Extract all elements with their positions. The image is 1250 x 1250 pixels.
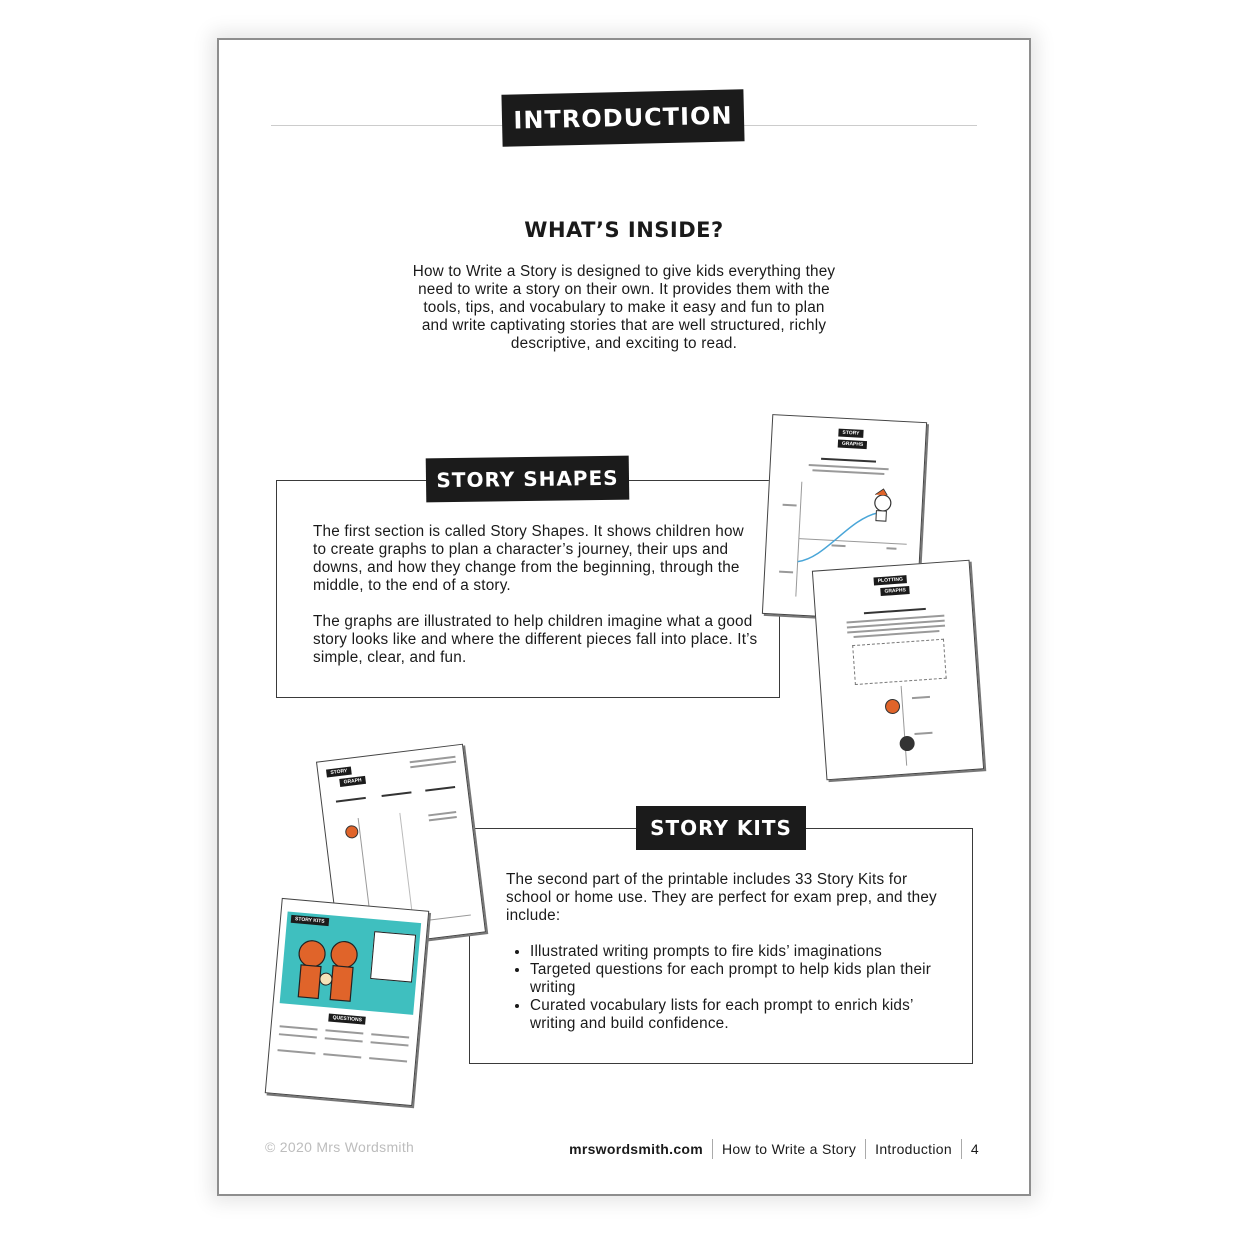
thumb-label: STORY KITS: [291, 915, 329, 926]
thumb-col-head: [382, 791, 412, 797]
thumb-label: PLOTTING: [873, 575, 907, 585]
thumb-text-line: [371, 1041, 409, 1046]
footer-section: Introduction: [875, 1141, 952, 1157]
footer-divider: [961, 1139, 962, 1159]
thumb-text-line: [277, 1049, 315, 1054]
story-kits-list: [506, 943, 956, 1033]
story-kits-box: [469, 828, 973, 1064]
introduction-banner: INTRODUCTION: [501, 89, 744, 146]
thumb-text-line: [369, 1057, 407, 1062]
story-kits-intro: The second part of the printable includes 33 Story Kits for school or home use. They are perfect for exam prep, and they include:: [506, 871, 937, 924]
footer-book-title: How to Write a Story: [722, 1141, 857, 1157]
thumb-text-line: [280, 1025, 318, 1030]
thumb-text-line: [325, 1029, 363, 1034]
thumb-label: STORY: [838, 429, 863, 438]
story-shapes-paragraph-2: The graphs are illustrated to help children imagine what a good story looks like and where the different pieces fall into place. It’s simple, clear, and fun.: [313, 613, 758, 666]
thumb-col-head: [425, 786, 455, 792]
thumb-dashed-box: [852, 639, 947, 685]
thumb-label: GRAPH: [339, 776, 366, 787]
thumb-text-line: [371, 1033, 409, 1038]
thumb-label: GRAPHS: [880, 586, 910, 596]
story-kits-banner: STORY KITS: [636, 806, 806, 850]
story-kit-illustration: [280, 911, 422, 1014]
document-page: [217, 38, 1031, 1196]
plotting-graphs-thumbnail: [812, 560, 984, 781]
footer-page-number: 4: [970, 1141, 979, 1157]
thumb-label: GRAPHS: [838, 440, 868, 450]
story-shapes-banner: STORY SHAPES: [426, 456, 630, 503]
thumb-title-line: [821, 458, 876, 463]
tiger-characters-icon: [286, 928, 372, 1009]
prompt-card: [370, 931, 416, 982]
story-kits-item: • Curated vocabulary lists for each prompt to enrich kids’ writing and build confidence.: [530, 997, 956, 1033]
thumb-col-head: [336, 797, 366, 803]
whats-inside-heading: WHAT’S INSIDE?: [524, 218, 724, 242]
intro-paragraph: How to Write a Story is designed to give kids everything they need to write a story on their own. It provides them with the tools, tips, and vocabulary to make it easy and fun to plan and write captivating stories that are well structured, richly descriptive, and exciting to read.: [412, 263, 836, 352]
thumb-label: STORY: [326, 767, 352, 778]
footer-divider: [712, 1139, 713, 1159]
thumb-title-line: [864, 608, 926, 614]
story-kit-thumbnail: [265, 898, 430, 1106]
thumb-text-line: [812, 469, 884, 474]
story-kits-item: • Illustrated writing prompts to fire kids’ imaginations: [530, 943, 956, 961]
story-kits-text: [506, 871, 956, 1033]
story-shapes-box: [276, 480, 780, 698]
footer-nav: [569, 1139, 979, 1159]
thumb-text-line: [325, 1037, 363, 1042]
story-shapes-paragraph-1: The first section is called Story Shapes. It shows children how to create graphs to plan a character’s journey, their ups and downs, and how they change from the beginning, through the middle, to the end of a story.: [313, 523, 744, 594]
thumb-text-line: [279, 1033, 317, 1038]
thumb-text-line: [323, 1053, 361, 1058]
footer-divider: [865, 1139, 866, 1159]
footer-site-link[interactable]: mrswordsmith.com: [569, 1141, 704, 1157]
tiger-face-icon: [861, 682, 957, 773]
footer-copyright: © 2020 Mrs Wordsmith: [265, 1139, 415, 1155]
story-shapes-text: [313, 523, 758, 667]
story-kits-item: • Targeted questions for each prompt to help kids plan their writing: [530, 961, 956, 997]
thumb-label: QUESTIONS: [328, 1013, 366, 1024]
